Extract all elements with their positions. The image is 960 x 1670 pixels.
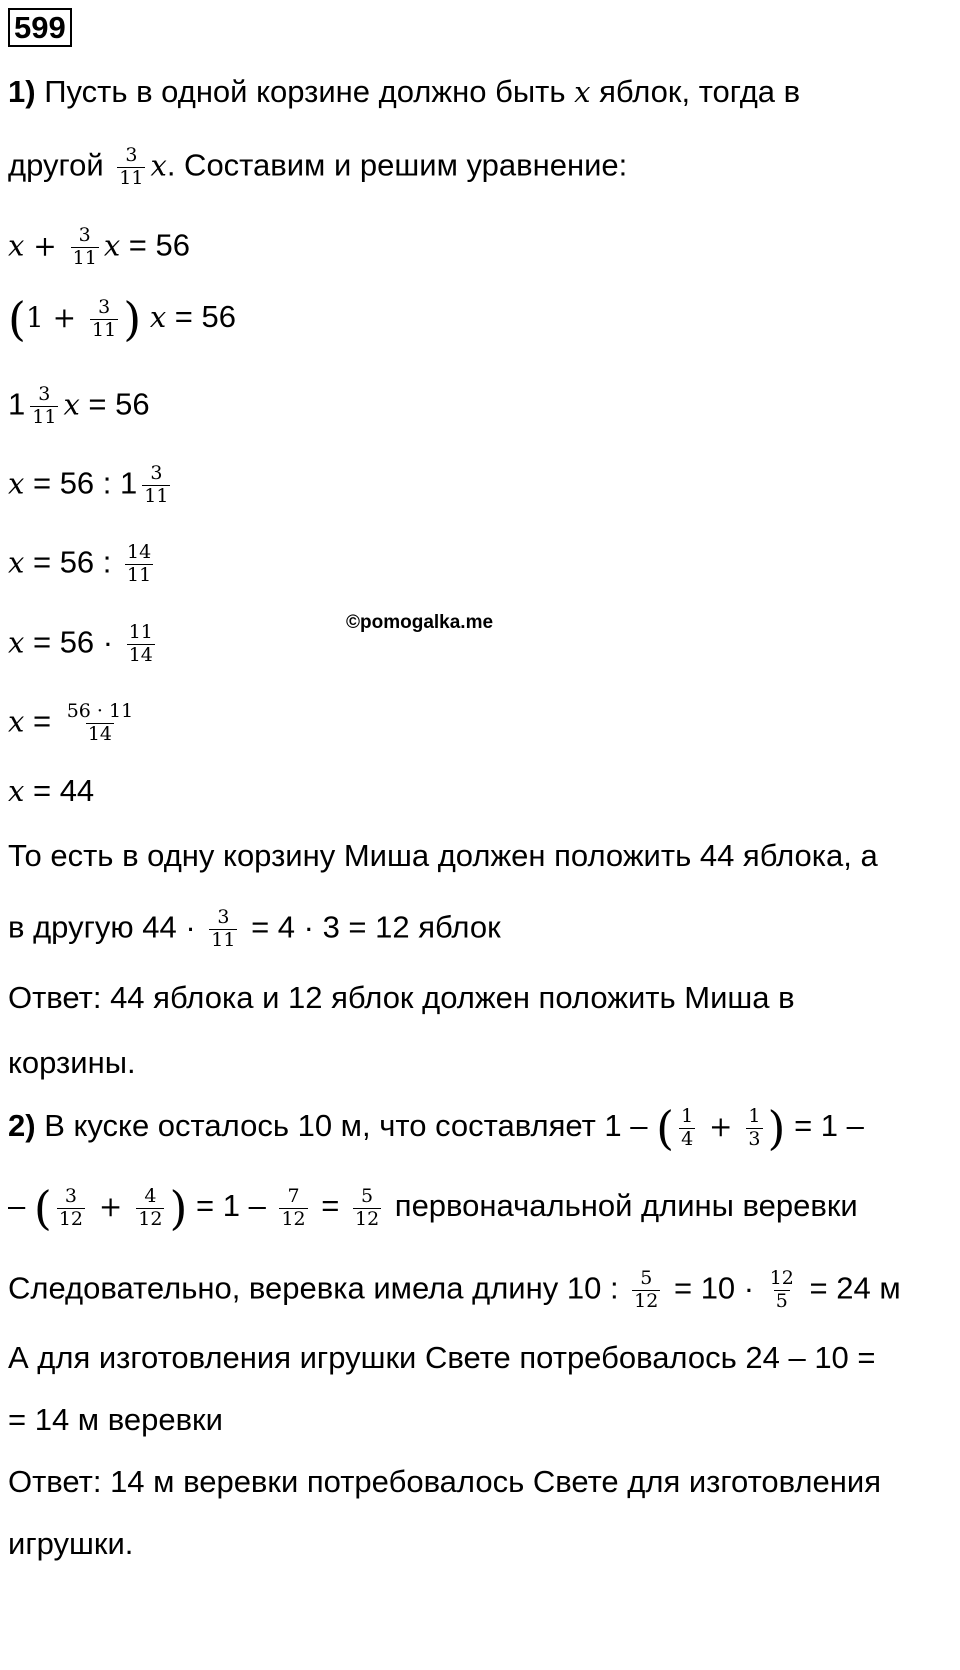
equation-2: (1 + $\frac{3}{11}$ ) x = 56 [8,292,236,346]
part1-label: 1) [8,74,36,109]
part2-line5: = 14 м веревки [8,1402,223,1437]
fraction-56x11-14: $\frac{56 \cdot 11}{14}$ [66,700,134,745]
fraction-1-4: $\frac{1}{4}$ [681,1104,694,1150]
equation-1: x + $\frac{3}{11}$ x = 56 [8,224,190,269]
fraction-3-11: $\frac{3}{11}$ [32,383,57,428]
equation-5: x = 56 : $\frac{14}{11}$ [8,541,152,586]
part1-answer: Ответ: 44 яблока и 12 яблок должен положить Миша в [8,980,795,1015]
fraction-4-12: $\frac{4}{12}$ [138,1184,163,1230]
part2-line3: Следовательно, веревка имела длину 10 : $\frac{5}{12}$ = 10 · $\frac{12}{5}$ = 24 м [8,1267,901,1312]
fraction-14-11: $\frac{14}{11}$ [127,541,152,586]
part2-line4: А для изготовления игрушки Свете потребовалось 24 – 10 = [8,1340,876,1375]
equation-7: x = $\frac{56 \cdot 11}{14}$ [8,700,134,745]
equation-3: 1 $\frac{3}{11}$ x = 56 [8,383,150,428]
fraction-3-11: $\frac{3}{11}$ [92,295,117,341]
part2-answer: Ответ: 14 м веревки потребовалось Свете для изготовления [8,1464,881,1499]
part1-intro: 1) Пусть в одной корзине должно быть x яблок, тогда в [8,74,801,109]
equation-4: x = 56 : 1 $\frac{3}{11}$ [8,462,169,507]
fraction-12-5: $\frac{12}{5}$ [769,1267,794,1312]
fraction-5-12: $\frac{5}{12}$ [354,1184,380,1230]
part2-line1: 2) В куске осталось 10 м, что составляет 1 – ( $\frac{1}{4}$ + $\frac{1}{3}$ ) = 1 – [8,1101,864,1155]
fraction-3-11: $\frac{3}{11}$ [72,224,97,269]
equation-8: x = 44 [8,773,95,808]
fraction-5-12: $\frac{5}{12}$ [634,1267,659,1312]
fraction-1-3: $\frac{1}{3}$ [748,1104,761,1150]
part2-answer-line2: игрушки. [8,1526,134,1561]
part1-intro-line2: другой $\frac{3}{11}$ x. Составим и решим уравнение: [8,144,628,189]
fraction-3-12: $\frac{3}{12}$ [58,1184,83,1230]
var-x: x [574,75,591,109]
part2-label: 2) [8,1108,36,1144]
fraction-7-12: $\frac{7}{12}$ [281,1184,306,1230]
part2-line2: – ( $\frac{3}{12}$ + $\frac{4}{12}$ ) = 1 – $\frac{7}{12}$ = $\frac{5}{12}$ первоначальной длины веревки [8,1181,858,1235]
fraction-3-11: $\frac{3}{11}$ [144,462,169,507]
problem-number: 599 [8,8,72,47]
fraction-3-11: $\frac{3}{11}$ [119,144,144,189]
equation-6: x = 56 · $\frac{11}{14}$ [8,621,153,666]
part1-answer-line2: корзины. [8,1045,136,1080]
watermark: ©pomogalka.me [346,612,494,633]
fraction-3-11: $\frac{3}{11}$ [211,906,236,951]
part1-conclusion-line2: в другую 44 · $\frac{3}{11}$ = 4 · 3 = 12 яблок [8,906,501,951]
part1-conclusion: То есть в одну корзину Миша должен положить 44 яблока, а [8,838,878,873]
fraction-11-14: $\frac{11}{14}$ [128,621,153,666]
